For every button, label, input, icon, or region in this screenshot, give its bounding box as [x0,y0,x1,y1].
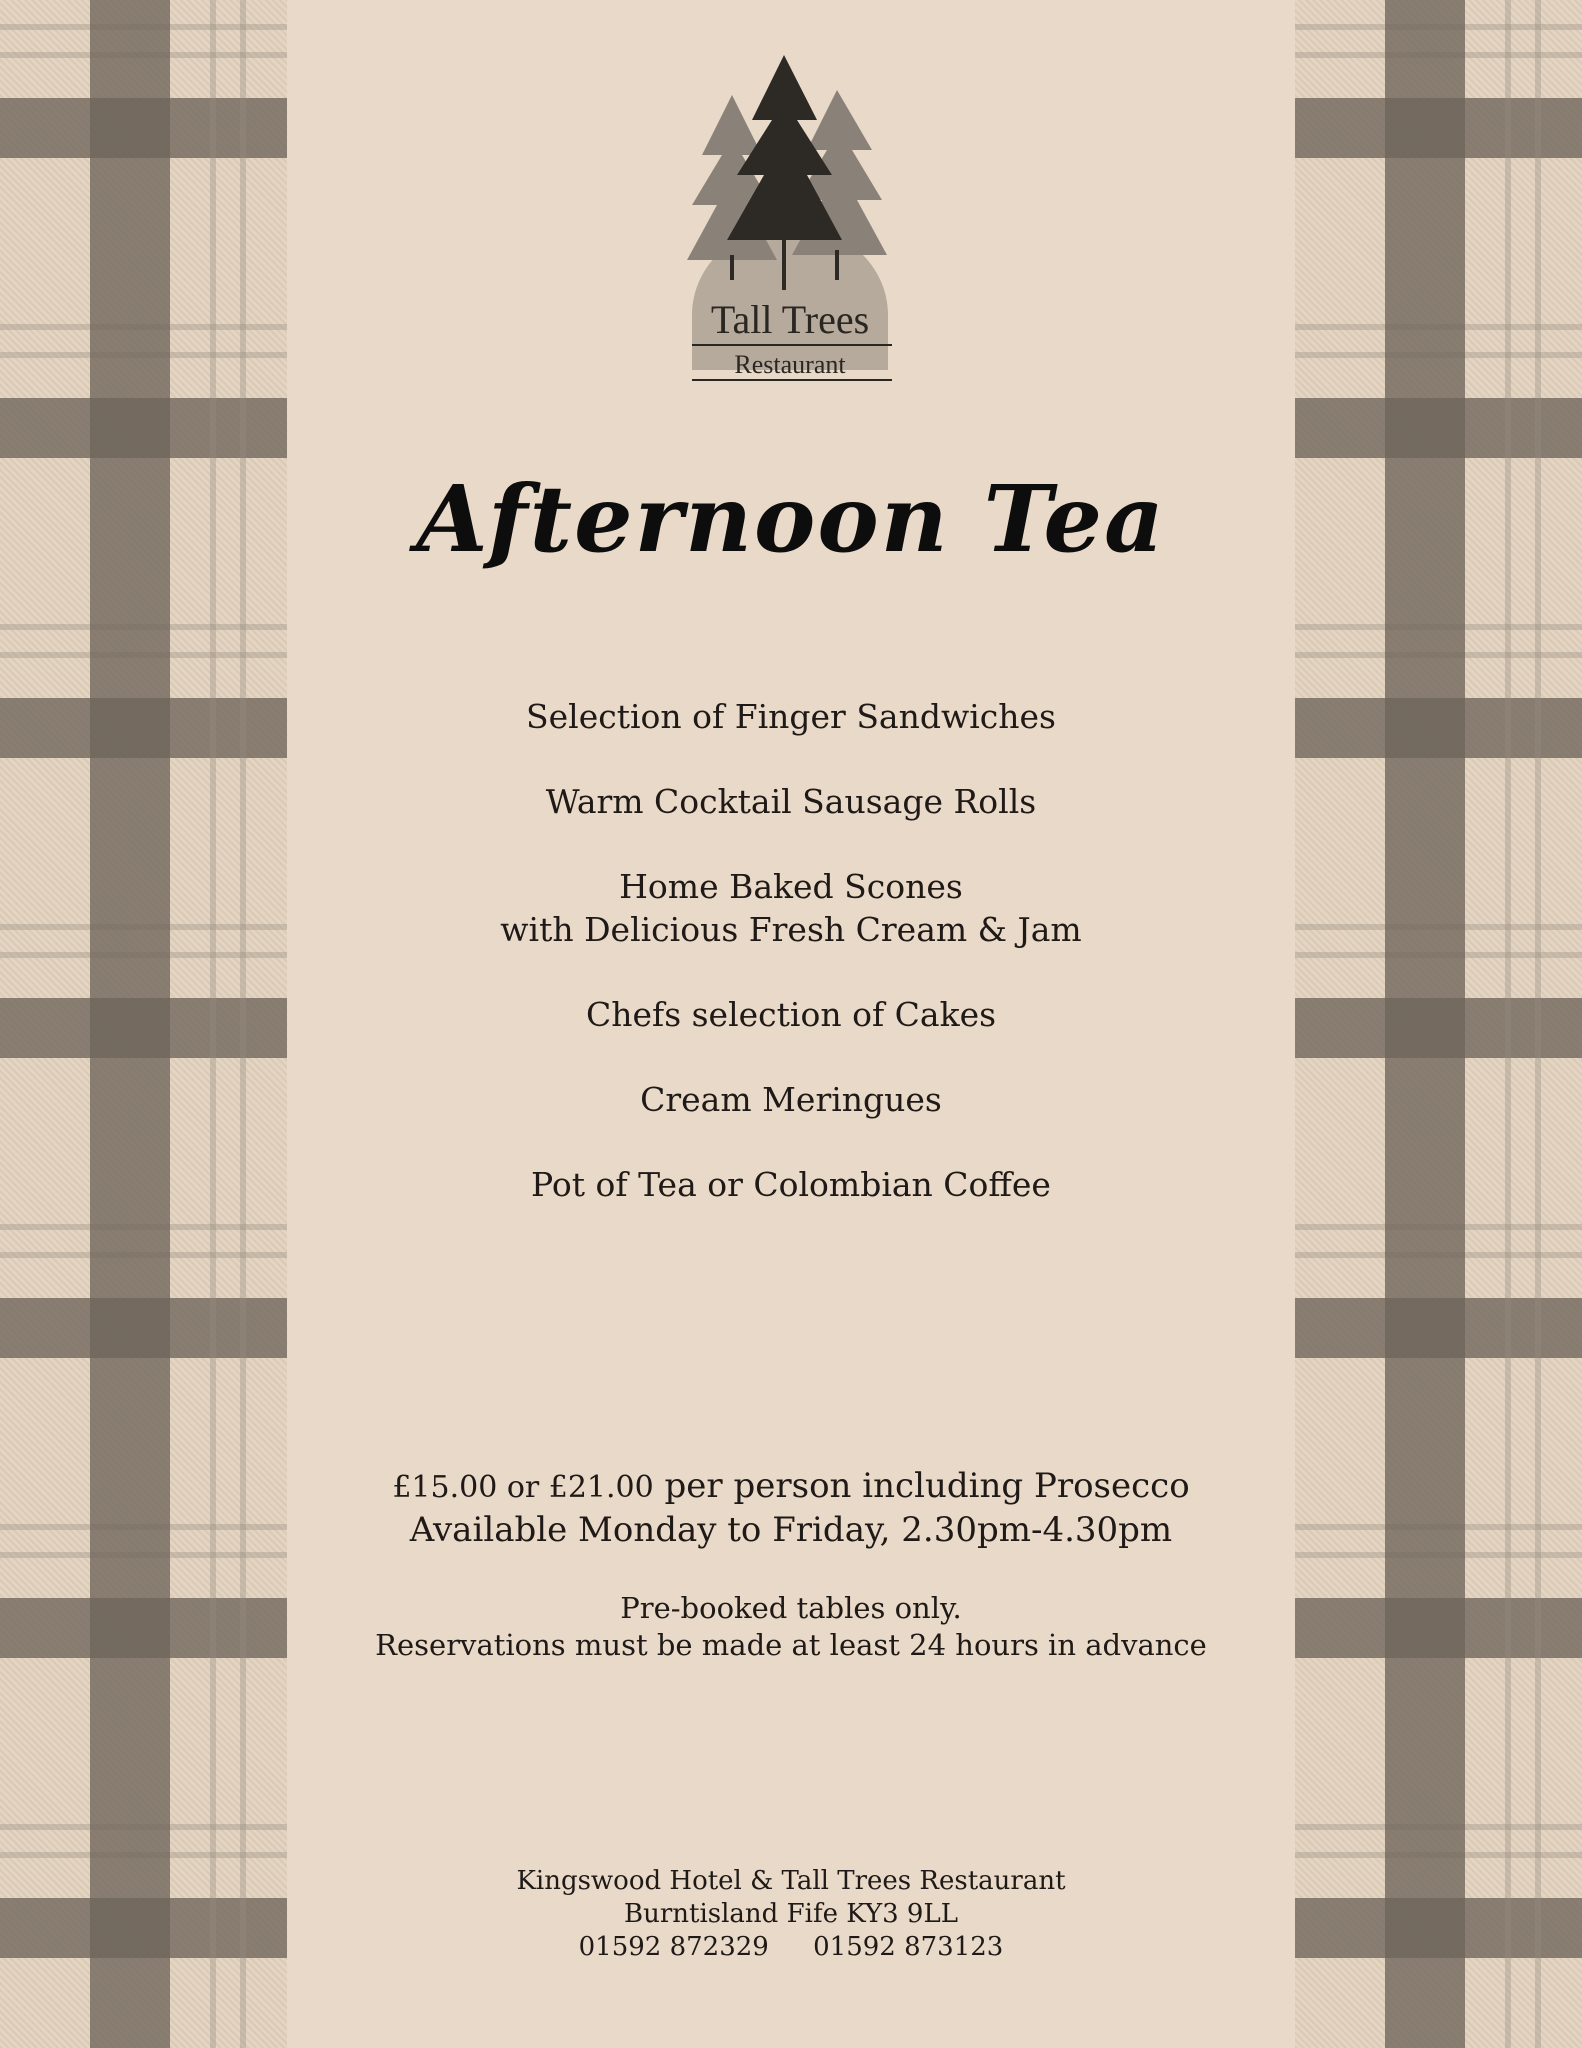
menu-list [287,695,1295,1248]
page-title: Afternoon Tea [416,465,1166,573]
booking-note-1: Pre-booked tables only. [620,1591,962,1625]
menu-page [287,0,1295,2048]
booking-notes [287,1590,1295,1664]
price-line [287,1465,1295,1509]
menu-item [287,993,1295,1036]
venue-address: Burntisland Fife KY3 9LL [623,1899,958,1929]
menu-item-name: Home Baked Scones [619,867,963,906]
left-tartan-border [0,0,287,2048]
menu-item [287,1163,1295,1206]
booking-note-2: Reservations must be made at least 24 hours in advance [375,1628,1207,1662]
phone-1: 01592 872329 [578,1932,769,1962]
menu-item-name: Selection of Finger Sandwiches [526,697,1056,736]
logo-name: Tall Trees [710,297,870,342]
menu-item-detail: with Delicious Fresh Cream & Jam [500,910,1082,949]
right-tartan-border [1295,0,1582,2048]
menu-item-name: Pot of Tea or Colombian Coffee [531,1165,1051,1204]
availability: Available Monday to Friday, 2.30pm-4.30pm [409,1510,1173,1550]
menu-item-name: Cream Meringues [640,1080,942,1119]
contact-footer [287,1865,1295,1964]
tall-trees-logo [672,55,912,400]
phone-numbers [287,1931,1295,1964]
menu-item-name: Warm Cocktail Sausage Rolls [545,782,1037,821]
menu-item [287,865,1295,951]
venue-name: Kingswood Hotel & Tall Trees Restaurant [516,1866,1066,1896]
phone-2: 01592 873123 [813,1932,1004,1962]
price-description: per person including Prosecco [664,1466,1190,1506]
menu-item [287,1078,1295,1121]
pricing [287,1465,1295,1552]
logo-subtitle: Restaurant [734,350,846,379]
menu-item-name: Chefs selection of Cakes [585,995,997,1034]
menu-item [287,695,1295,738]
menu-item [287,780,1295,823]
price-amounts: £15.00 or £21.00 [392,1470,654,1505]
